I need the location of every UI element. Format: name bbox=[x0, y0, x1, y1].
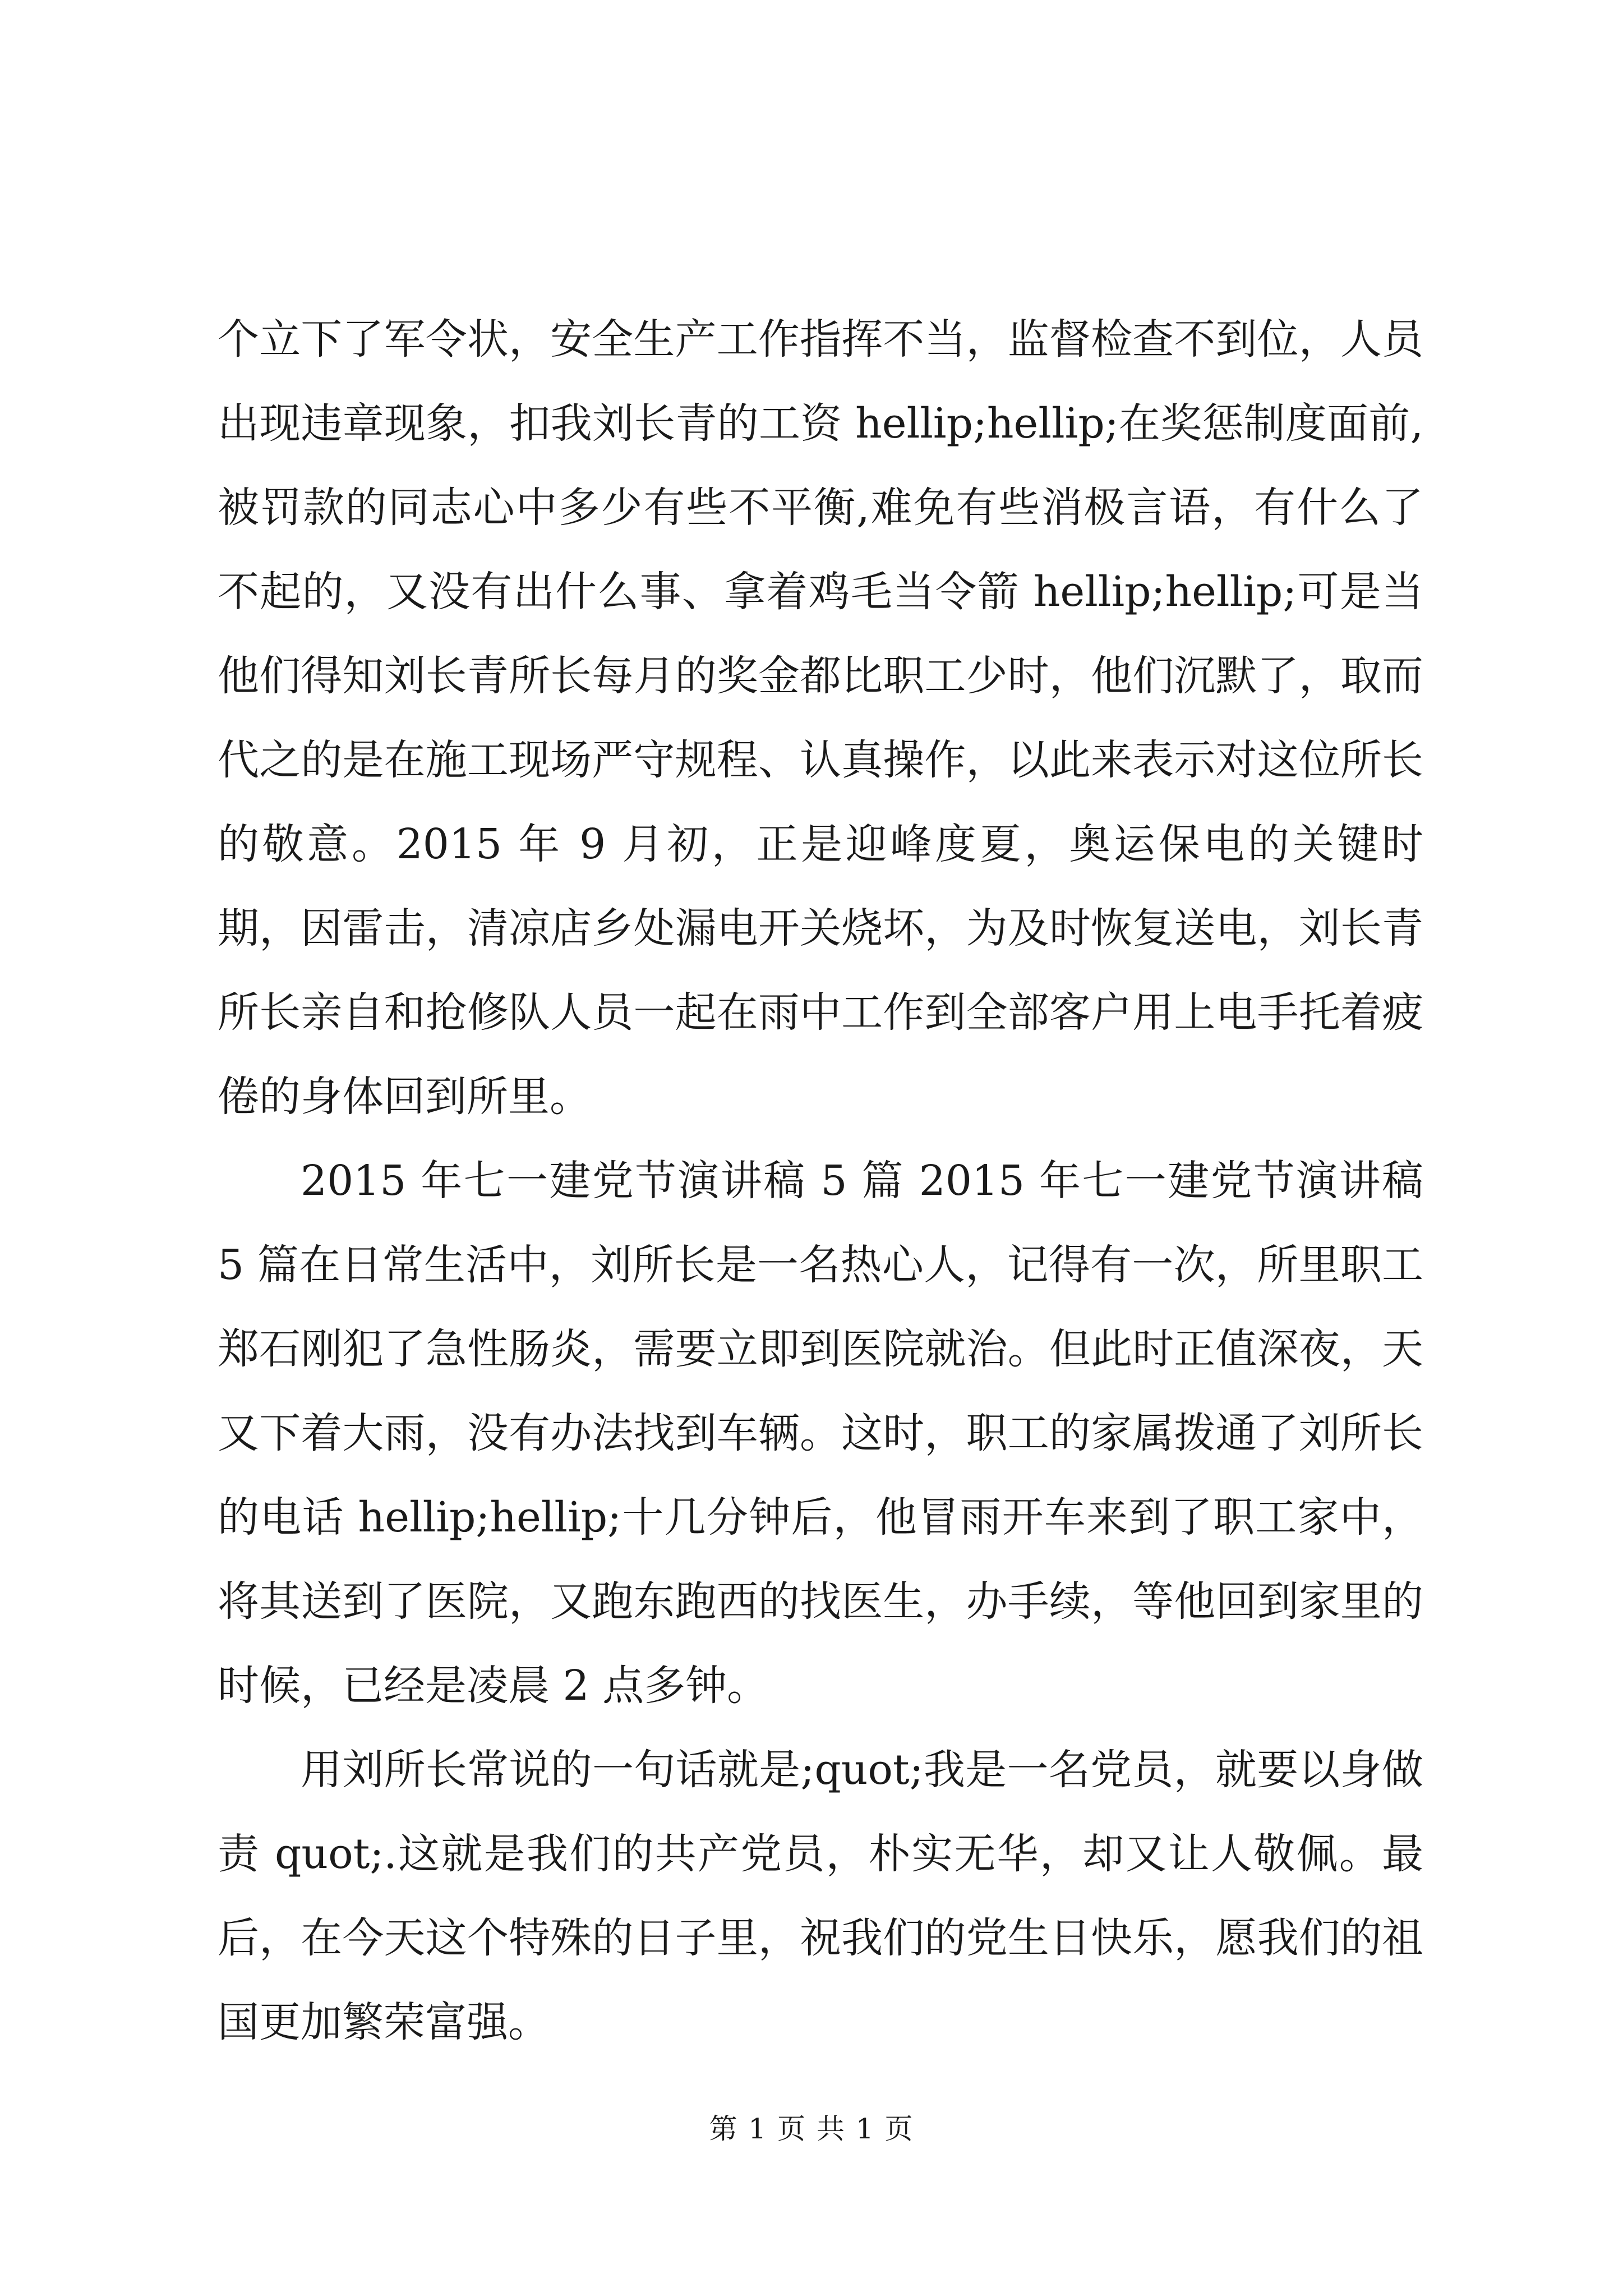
paragraph-2: 2015 年七一建党节演讲稿 5 篇 2015 年七一建党节演讲稿 5 篇在日常生活中，刘所长是一名热心人，记得有一次，所里职工郑石刚犯了急性肠炎，需要立即到医院就治。但此时正值深夜，天又下着大雨，没有办法找到车辆。这时，职工的家属拨通了刘所长的电话 hellip;hellip;十几分钟后，他冒雨开车来到了职工家中，将其送到了医院，又跑东跑西的找医生，办手续，等他回到家里的时候，已经是凌晨 2 点多钟。 bbox=[218, 1157, 1423, 1710]
paragraph-3: 用刘所长常说的一句话就是;quot;我是一名党员，就要以身做责 quot;.这就是我们的共产党员，朴实无华，却又让人敬佩。最后，在今天这个特殊的日子里，祝我们的党生日快乐，愿我们的祖国更加繁荣富强。 bbox=[218, 1746, 1423, 2046]
paragraph-1: 个立下了军令状，安全生产工作指挥不当，监督检查不到位，人员出现违章现象，扣我刘长青的工资 hellip;hellip;在奖惩制度面前,被罚款的同志心中多少有些不平衡,难免有些消极言语，有什么了不起的，又没有出什么事、拿着鸡毛当令箭 hellip;hellip;可是当他们得知刘长青所长每月的奖金都比职工少时，他们沉默了，取而代之的是在施工现场严守规程、认真操作，以此来表示对这位所长的敬意。2015 年 9 月初，正是迎峰度夏，奥运保电的关键时期，因雷击，清凉店乡处漏电开关烧坏，为及时恢复送电，刘长青所长亲自和抢修队人员一起在雨中工作到全部客户用上电手托着疲倦的身体回到所里。 bbox=[218, 315, 1423, 1121]
page-number-footer: 第 1 页 共 1 页 bbox=[709, 2113, 914, 2145]
document-body bbox=[218, 297, 1423, 2064]
